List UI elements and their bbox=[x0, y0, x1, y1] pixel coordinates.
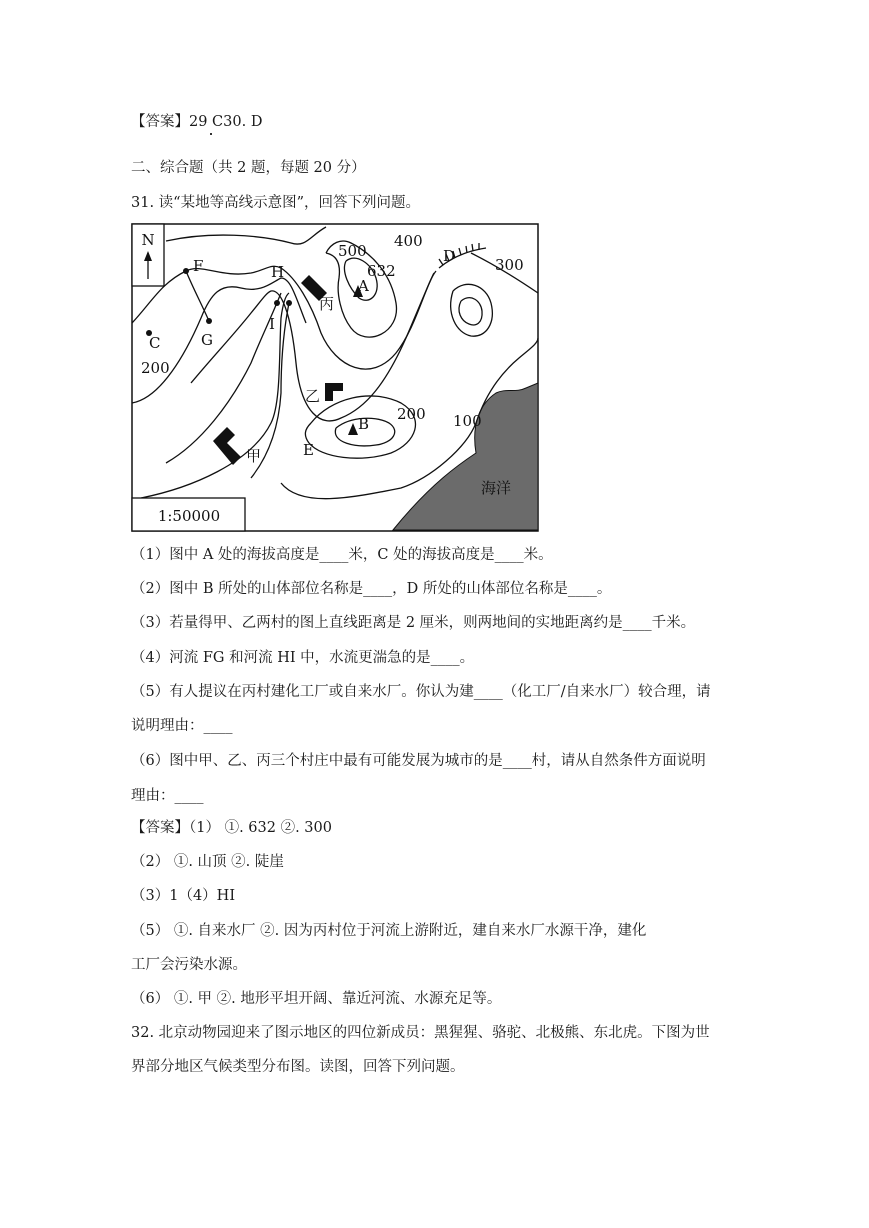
svg-text:C: C bbox=[149, 334, 161, 352]
svg-text:200: 200 bbox=[141, 359, 170, 377]
svg-text:200: 200 bbox=[397, 405, 426, 423]
q31-question-5-cont: 说明理由：____ bbox=[131, 718, 233, 734]
svg-text:I: I bbox=[269, 315, 275, 333]
q31-question-6: （6）图中甲、乙、丙三个村庄中最有可能发展为城市的是____村，请从自然条件方面说明 bbox=[131, 753, 706, 769]
question-32-line-2: 界部分地区气候类型分布图。读图，回答下列问题。 bbox=[131, 1059, 465, 1075]
q31-answer-2: （2） ①. 山顶 ②. 陡崖 bbox=[131, 854, 284, 870]
svg-text:海洋: 海洋 bbox=[481, 479, 512, 497]
svg-text:甲: 甲 bbox=[246, 447, 262, 465]
section-title: 二、综合题（共 2 题，每题 20 分） bbox=[131, 160, 366, 176]
svg-text:400: 400 bbox=[394, 232, 423, 250]
svg-text:1:50000: 1:50000 bbox=[157, 507, 221, 525]
svg-text:300: 300 bbox=[495, 256, 524, 274]
svg-text:G: G bbox=[201, 331, 213, 349]
q31-question-5: （5）有人提议在丙村建化工厂或自来水厂。你认为建____（化工厂/自来水厂）较合理，请 bbox=[131, 684, 711, 700]
question-31-title: 31. 读“某地等高线示意图”，回答下列问题。 bbox=[131, 195, 420, 211]
svg-text:A: A bbox=[358, 277, 369, 295]
q31-question-1: （1）图中 A 处的海拔高度是____米，C 处的海拔高度是____米。 bbox=[131, 547, 553, 563]
svg-text:D: D bbox=[443, 247, 456, 265]
q31-question-4: （4）河流 FG 和河流 HI 中，水流更湍急的是____。 bbox=[131, 650, 475, 666]
svg-text:乙: 乙 bbox=[305, 387, 321, 405]
q31-question-3: （3）若量得甲、乙两村的图上直线距离是 2 厘米，则两地间的实地距离约是____千米。 bbox=[131, 615, 696, 631]
question-32-line-1: 32. 北京动物园迎来了图示地区的四位新成员：黑猩猩、骆驼、北极熊、东北虎。下图为世 bbox=[131, 1025, 710, 1041]
svg-text:丙: 丙 bbox=[319, 295, 335, 313]
svg-text:N: N bbox=[141, 231, 155, 249]
contour-map bbox=[131, 223, 539, 532]
svg-text:500: 500 bbox=[338, 242, 367, 260]
svg-text:632: 632 bbox=[367, 262, 396, 280]
q31-answer-5: （5） ①. 自来水厂 ②. 因为丙村位于河流上游附近，建自来水厂水源干净，建化 bbox=[131, 923, 647, 939]
svg-text:100: 100 bbox=[453, 412, 482, 430]
svg-text:H: H bbox=[271, 263, 285, 281]
q31-answer-6: （6） ①. 甲 ②. 地形平坦开阔、靠近河流、水源充足等。 bbox=[131, 991, 502, 1007]
q31-question-6-cont: 理由：____ bbox=[131, 788, 204, 804]
stray-dot bbox=[210, 133, 212, 135]
q31-answer-5-cont: 工厂会污染水源。 bbox=[131, 957, 247, 973]
svg-text:E: E bbox=[303, 441, 314, 459]
q31-answer-3-4: （3）1（4）HI bbox=[131, 888, 236, 904]
q31-question-2: （2）图中 B 所处的山体部位名称是____，D 所处的山体部位名称是____。 bbox=[131, 581, 612, 597]
svg-text:B: B bbox=[358, 415, 370, 433]
previous-answer: 【答案】29 C30. D bbox=[131, 114, 263, 130]
svg-text:F: F bbox=[193, 257, 204, 275]
q31-answer-1: 【答案】（1） ①. 632 ②. 300 bbox=[131, 820, 332, 836]
